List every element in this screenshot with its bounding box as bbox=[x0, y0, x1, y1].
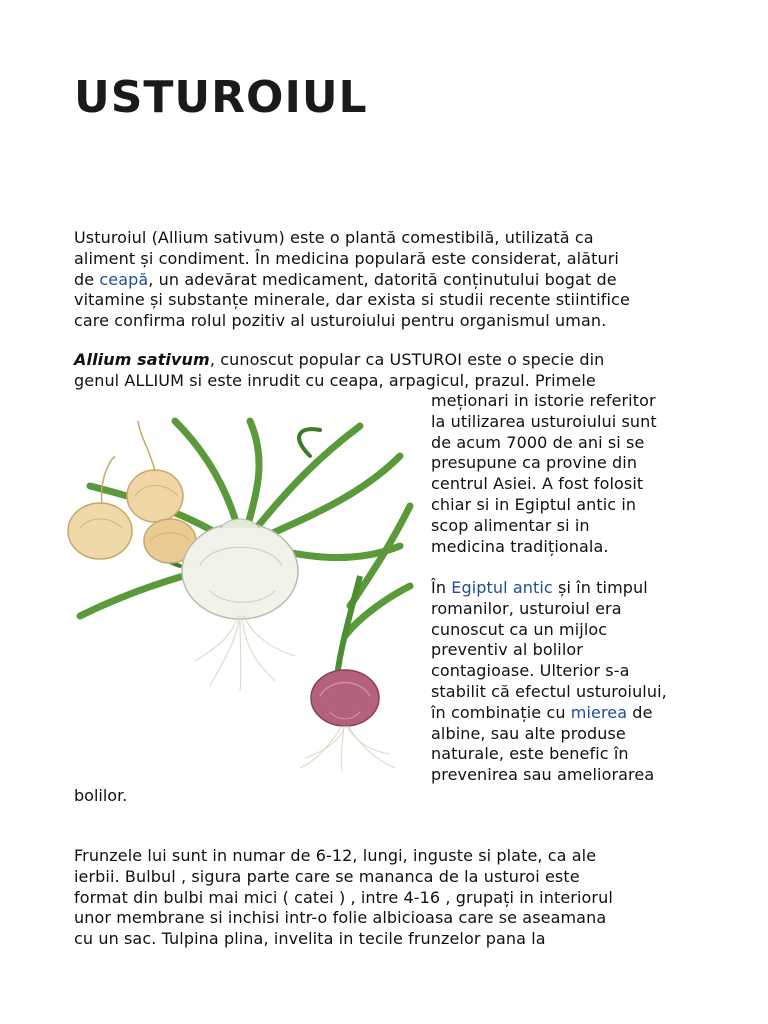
page-title: USTUROIUL bbox=[74, 72, 368, 123]
description-line: unor membrane si inchisi intr-o folie albicioasa care se aseamana bbox=[74, 908, 607, 928]
column-line: medicina tradiționala. bbox=[431, 536, 609, 556]
description-line: format din bulbi mai mici ( catei ) , intre 4-16 , grupați in interiorul bbox=[74, 887, 613, 907]
species-term: Allium sativum bbox=[74, 350, 210, 369]
intro-line: Usturoiul (Allium sativum) este o plantă comestibilă, utilizată ca bbox=[74, 228, 594, 247]
species-line-text: , cunoscut popular ca USTUROI este o specie din bbox=[209, 350, 605, 369]
intro-line: aliment și condiment. În medicina populară este considerat, alături bbox=[74, 248, 619, 268]
intro-line-text: de bbox=[74, 269, 100, 289]
intro-line: care confirma rolul pozitiv al usturoiului pentru organismul uman. bbox=[74, 311, 607, 331]
column-line-text: În bbox=[431, 578, 452, 597]
column-line: albine, sau alte produse bbox=[431, 723, 626, 743]
column-line: chiar si in Egiptul antic in bbox=[431, 494, 637, 514]
column-line: preventiv al bolilor bbox=[431, 640, 583, 660]
column-line-text: de bbox=[627, 702, 653, 722]
link-mierea[interactable]: mierea bbox=[570, 702, 628, 722]
description-line: cu un sac. Tulpina plina, invelita in tecile frunzelor pana la bbox=[74, 929, 546, 949]
intro-line: vitamine și substanțe minerale, dar exista si studii recente stiintifice bbox=[74, 290, 630, 310]
column-line: de acum 7000 de ani si se bbox=[431, 432, 645, 452]
garlic-plant-illustration bbox=[60, 416, 415, 776]
link-egiptul-antic[interactable]: Egiptul antic bbox=[451, 578, 553, 597]
column-line bbox=[431, 703, 731, 724]
column-line: presupune ca provine din bbox=[431, 453, 638, 473]
wrap-tail-text: bolilor. bbox=[74, 786, 128, 805]
column-line: la utilizarea usturoiului sunt bbox=[431, 411, 657, 431]
right-column-paragraph-2 bbox=[431, 578, 731, 786]
column-line: stabilit că efectul usturoiului, bbox=[431, 681, 667, 701]
description-line: ierbii. Bulbul , sigura parte care se mananca de la usturoi este bbox=[74, 866, 580, 886]
link-ceapa[interactable]: ceapă bbox=[99, 269, 149, 289]
column-line-text: și în timpul bbox=[552, 578, 648, 597]
column-line-text: în combinație cu bbox=[431, 702, 571, 722]
column-line: meționari in istorie referitor bbox=[431, 391, 656, 410]
column-line: naturale, este benefic în bbox=[431, 744, 629, 764]
description-paragraph bbox=[74, 846, 714, 950]
column-line: scop alimentar si in bbox=[431, 515, 590, 535]
intro-line bbox=[74, 270, 714, 291]
column-line: contagioase. Ulterior s-a bbox=[431, 661, 630, 681]
column-line: centrul Asiei. A fost folosit bbox=[431, 474, 644, 494]
intro-line-text: , un adevărat medicament, datorită conținutului bogat de bbox=[148, 269, 617, 289]
column-line: cunoscut ca un mijloc bbox=[431, 619, 608, 639]
species-line: genul ALLIUM si este inrudit cu ceapa, arpagicul, prazul. Primele bbox=[74, 370, 596, 390]
right-column-paragraph-1 bbox=[431, 391, 731, 557]
species-line bbox=[74, 350, 714, 371]
column-line: prevenirea sau ameliorarea bbox=[431, 765, 655, 785]
column-line bbox=[431, 578, 731, 599]
description-line: Frunzele lui sunt in numar de 6-12, lungi, inguste si plate, ca ale bbox=[74, 846, 597, 865]
species-paragraph bbox=[74, 350, 714, 392]
intro-paragraph bbox=[74, 228, 714, 332]
column-line: romanilor, usturoiul era bbox=[431, 598, 622, 618]
